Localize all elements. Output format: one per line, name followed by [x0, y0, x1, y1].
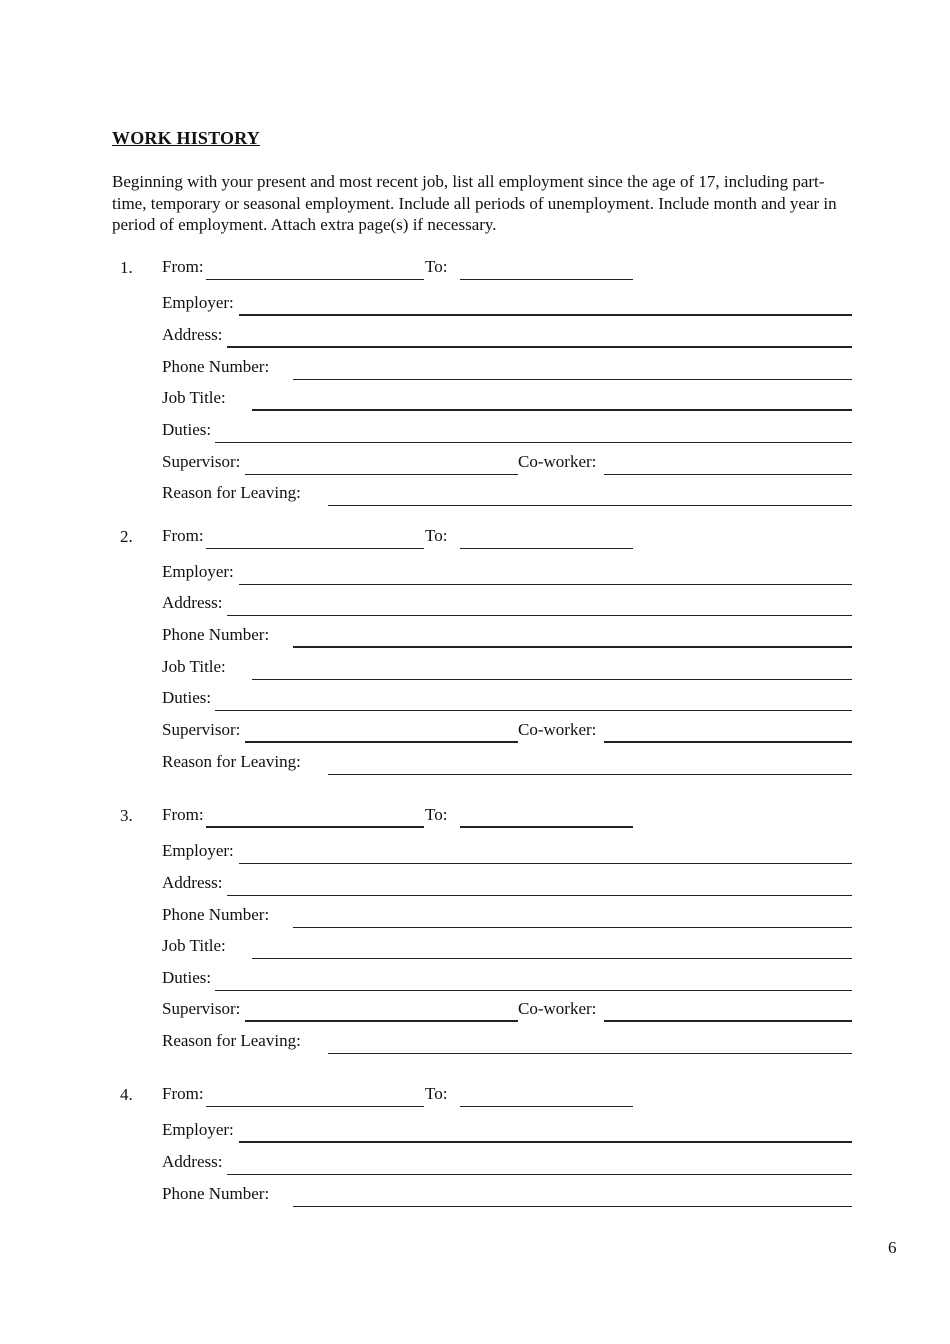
coworker-field[interactable]	[604, 474, 852, 475]
page-title: WORK HISTORY	[112, 128, 260, 148]
employer-label: Employer:	[162, 562, 234, 581]
job-title-row	[162, 935, 852, 959]
duties-field[interactable]	[215, 442, 852, 443]
employer-field[interactable]	[239, 314, 852, 316]
supervisor-label: Supervisor:	[162, 999, 241, 1018]
dates-row	[162, 1083, 852, 1107]
to-field[interactable]	[460, 1106, 633, 1107]
address-row	[162, 592, 852, 616]
phone-field[interactable]	[293, 1206, 852, 1207]
duties-field[interactable]	[215, 990, 852, 991]
phone-field[interactable]	[293, 927, 852, 928]
entry-number: 2.	[120, 527, 133, 546]
address-label: Address:	[162, 325, 223, 344]
employer-field[interactable]	[239, 863, 852, 864]
employer-field[interactable]	[239, 584, 852, 585]
to-field[interactable]	[460, 826, 633, 828]
reason-label: Reason for Leaving:	[162, 483, 301, 502]
dates-row	[162, 256, 852, 280]
entry-number: 1.	[120, 258, 133, 277]
from-label: From:	[162, 257, 204, 276]
address-row	[162, 1151, 852, 1175]
employer-field[interactable]	[239, 1141, 852, 1143]
phone-field[interactable]	[293, 379, 852, 380]
phone-label: Phone Number:	[162, 625, 270, 644]
supervisor-field[interactable]	[245, 1020, 518, 1022]
job-title-label: Job Title:	[162, 657, 226, 676]
from-field[interactable]	[206, 826, 424, 828]
job-title-label: Job Title:	[162, 388, 226, 407]
supervisor-field[interactable]	[245, 741, 518, 743]
from-label: From:	[162, 526, 204, 545]
address-field[interactable]	[227, 346, 852, 348]
duties-label: Duties:	[162, 968, 212, 987]
job-title-field[interactable]	[252, 958, 852, 959]
supervisor-row	[162, 719, 852, 743]
dates-row	[162, 525, 852, 549]
job-title-field[interactable]	[252, 409, 852, 411]
address-field[interactable]	[227, 1174, 852, 1175]
duties-label: Duties:	[162, 688, 212, 707]
phone-row	[162, 624, 852, 648]
supervisor-field[interactable]	[245, 474, 518, 475]
supervisor-label: Supervisor:	[162, 452, 241, 471]
employer-label: Employer:	[162, 841, 234, 860]
address-field[interactable]	[227, 615, 852, 616]
employer-label: Employer:	[162, 293, 234, 312]
reason-field[interactable]	[328, 505, 852, 506]
phone-row	[162, 904, 852, 928]
address-field[interactable]	[227, 895, 852, 896]
reason-row	[162, 751, 852, 775]
to-field[interactable]	[460, 279, 633, 280]
from-field[interactable]	[206, 1106, 424, 1107]
from-field[interactable]	[206, 548, 424, 549]
reason-label: Reason for Leaving:	[162, 752, 301, 771]
to-label: To:	[425, 526, 448, 545]
entry-number: 3.	[120, 806, 133, 825]
coworker-field[interactable]	[604, 741, 852, 743]
employer-row	[162, 292, 852, 316]
coworker-label: Co-worker:	[518, 452, 597, 471]
supervisor-label: Supervisor:	[162, 720, 241, 739]
phone-label: Phone Number:	[162, 357, 270, 376]
reason-field[interactable]	[328, 774, 852, 775]
job-title-row	[162, 656, 852, 680]
phone-field[interactable]	[293, 646, 852, 648]
page-number: 6	[888, 1238, 897, 1257]
to-field[interactable]	[460, 548, 633, 549]
to-label: To:	[425, 805, 448, 824]
duties-row	[162, 687, 852, 711]
phone-row	[162, 356, 852, 380]
employer-row	[162, 561, 852, 585]
coworker-label: Co-worker:	[518, 720, 597, 739]
dates-row	[162, 804, 852, 828]
employer-row	[162, 1119, 852, 1143]
job-title-label: Job Title:	[162, 936, 226, 955]
address-label: Address:	[162, 873, 223, 892]
coworker-label: Co-worker:	[518, 999, 597, 1018]
reason-row	[162, 482, 852, 506]
reason-field[interactable]	[328, 1053, 852, 1054]
employer-row	[162, 840, 852, 864]
to-label: To:	[425, 257, 448, 276]
employer-label: Employer:	[162, 1120, 234, 1139]
job-title-field[interactable]	[252, 679, 852, 680]
instructions-paragraph: Beginning with your present and most recent job, list all employment since the age of 17, including part-time, temporary or seasonal employment. Include all periods of unemployment. Include month and year in period of employment. Attach extra page(s) if necessary.	[112, 172, 837, 234]
address-label: Address:	[162, 593, 223, 612]
address-row	[162, 324, 852, 348]
supervisor-row	[162, 998, 852, 1022]
to-label: To:	[425, 1084, 448, 1103]
duties-label: Duties:	[162, 420, 212, 439]
reason-row	[162, 1030, 852, 1054]
from-label: From:	[162, 1084, 204, 1103]
supervisor-row	[162, 451, 852, 475]
duties-row	[162, 419, 852, 443]
phone-row	[162, 1183, 852, 1207]
duties-row	[162, 967, 852, 991]
from-label: From:	[162, 805, 204, 824]
address-row	[162, 872, 852, 896]
phone-label: Phone Number:	[162, 1184, 270, 1203]
address-label: Address:	[162, 1152, 223, 1171]
reason-label: Reason for Leaving:	[162, 1031, 301, 1050]
job-title-row	[162, 387, 852, 411]
duties-field[interactable]	[215, 710, 852, 711]
phone-label: Phone Number:	[162, 905, 270, 924]
coworker-field[interactable]	[604, 1020, 852, 1022]
entry-number: 4.	[120, 1085, 133, 1104]
from-field[interactable]	[206, 279, 424, 280]
